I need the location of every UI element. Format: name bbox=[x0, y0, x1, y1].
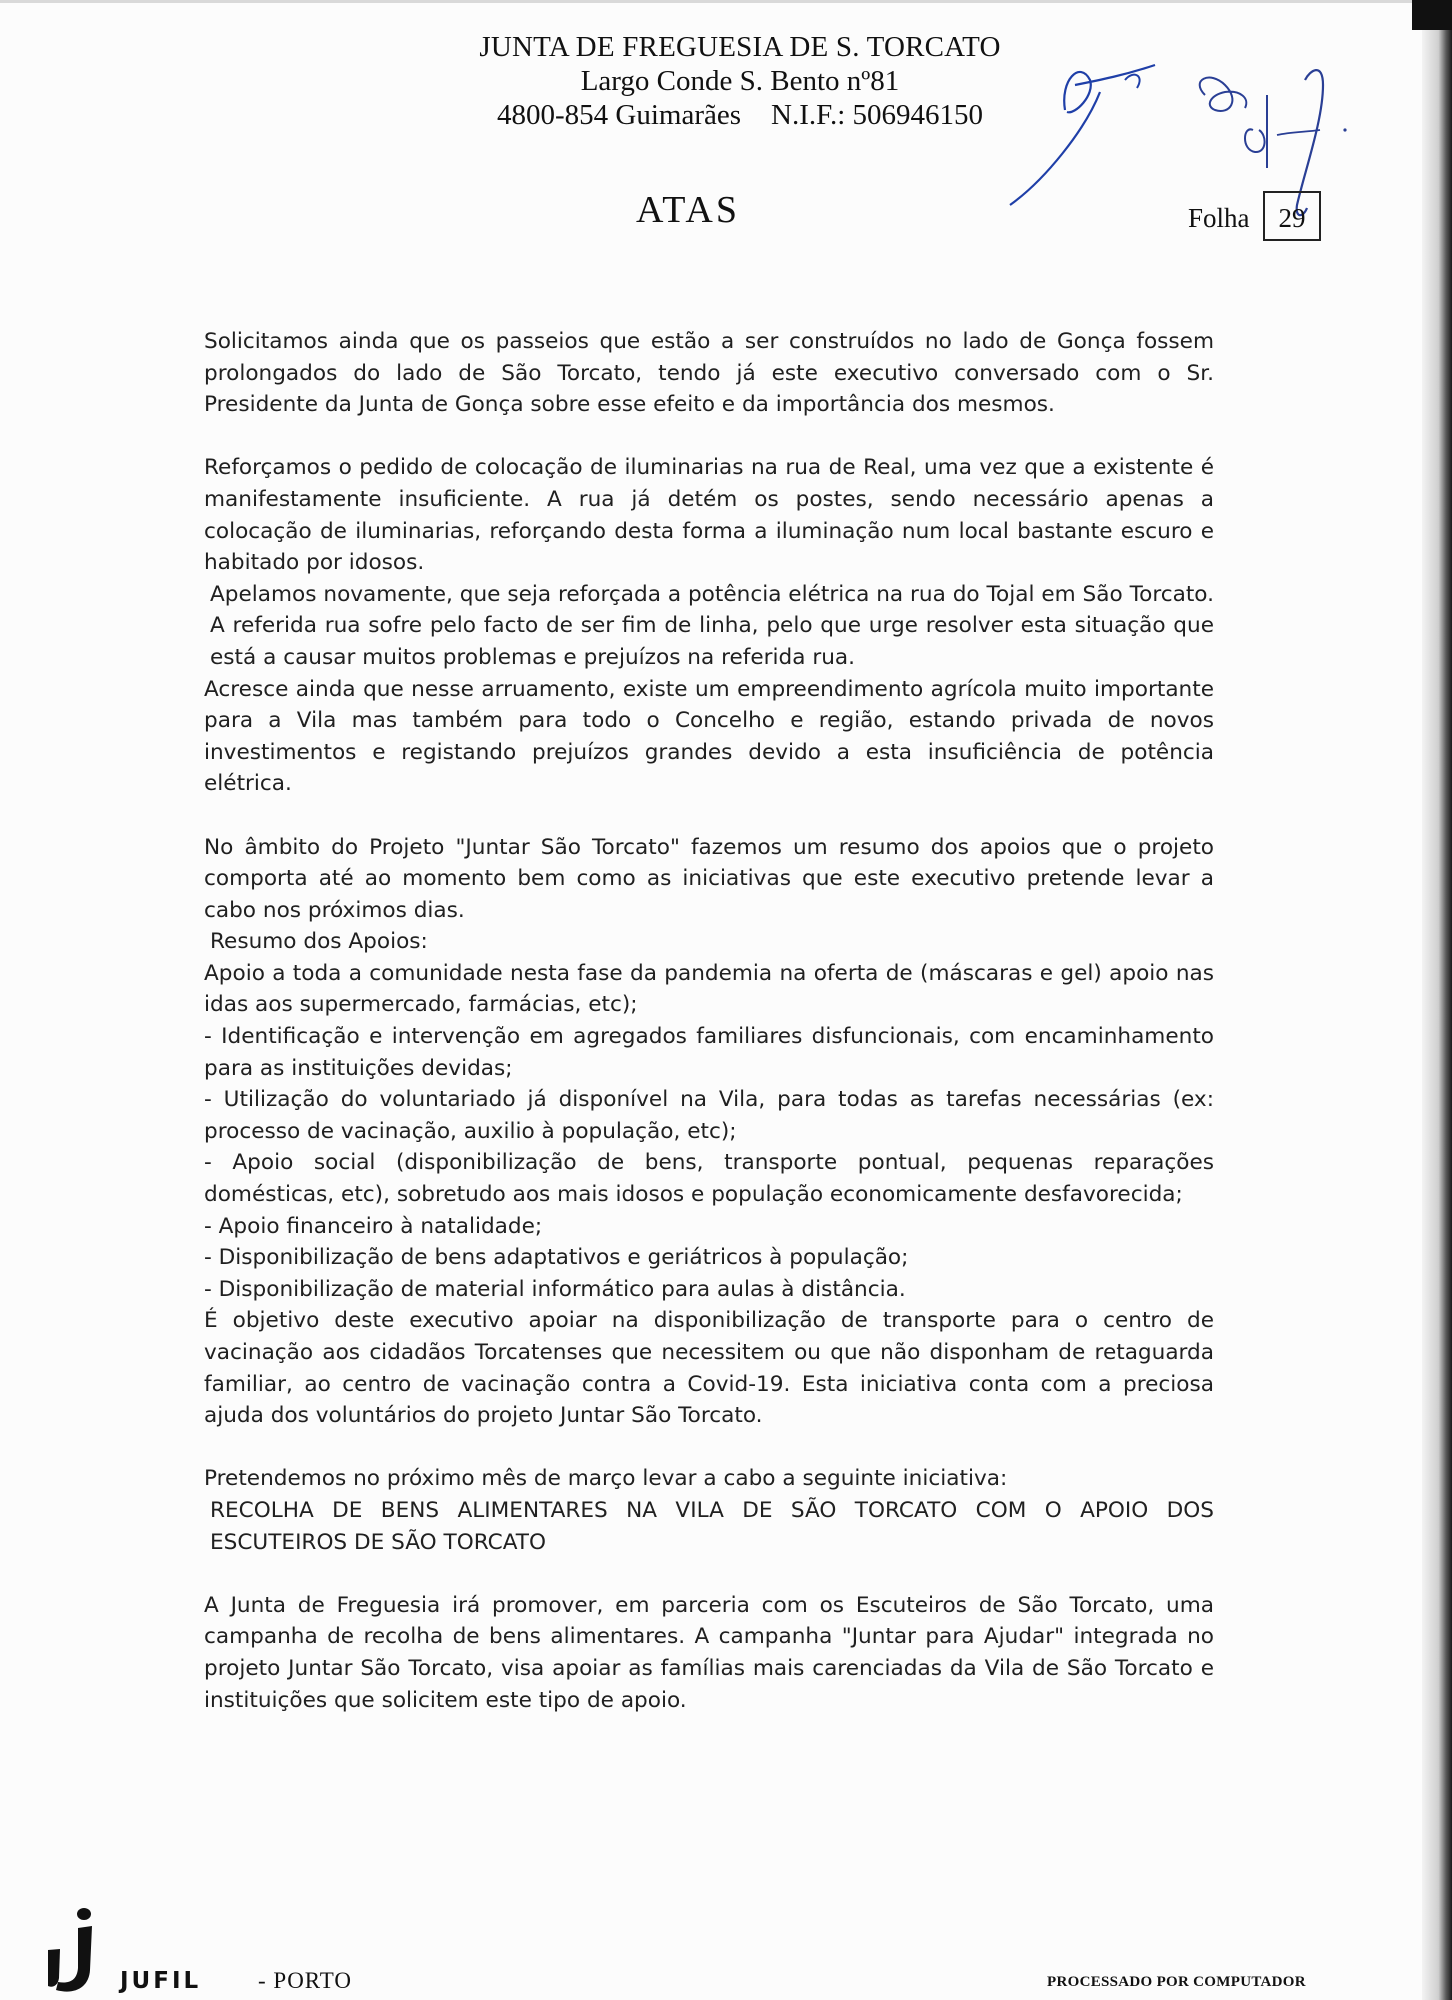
jufil-logo-icon bbox=[44, 1900, 124, 1995]
list-item: - Apoio financeiro à natalidade; bbox=[204, 1213, 543, 1239]
letterhead-org: JUNTA DE FREGUESIA DE S. TORCATO bbox=[479, 31, 1001, 63]
paragraph: No âmbito do Projeto "Juntar São Torcato" fazemos um resumo dos apoios que o projeto comporta até ao momento bem como as iniciativas que este executivo pretende levar a cabo nos próximos dias. bbox=[204, 834, 1214, 923]
footer-brand: JUFIL bbox=[120, 1968, 202, 1994]
minutes-body bbox=[204, 326, 1214, 1716]
paragraph: Pretendemos no próximo mês de março levar a cabo a seguinte iniciativa: bbox=[204, 1466, 1008, 1492]
footer-processed-label: PROCESSADO POR COMPUTADOR bbox=[1047, 1974, 1306, 1990]
list-item: - Disponibilização de bens adaptativos e geriátricos à população; bbox=[204, 1245, 909, 1271]
scan-top-edge bbox=[0, 0, 1452, 3]
list-item: - Utilização do voluntariado já disponível na Vila, para todas as tarefas necessárias (ex: processo de vacinação, auxilio à população, etc); bbox=[204, 1087, 1214, 1144]
paragraph: Reforçamos o pedido de colocação de iluminarias na rua de Real, uma vez que a existente é manifestamente insuficiente. A rua já detém os postes, sendo necessário apenas a colocação de iluminarias, reforçando desta forma a iluminação num local bastante escuro e habitado por idosos. bbox=[204, 455, 1214, 576]
initiative-heading: RECOLHA DE BENS ALIMENTARES NA VILA DE SÃO TORCATO COM O APOIO DOS ESCUTEIROS DE SÃO TORCATO bbox=[210, 1497, 1214, 1555]
scan-right-edge bbox=[1422, 0, 1452, 2000]
list-item: - Disponibilização de material informático para aulas à distância. bbox=[204, 1276, 906, 1302]
scan-corner bbox=[1412, 0, 1452, 30]
paragraph: Apoio a toda a comunidade nesta fase da pandemia na oferta de (máscaras e gel) apoio nas idas aos supermercado, farmácias, etc); bbox=[204, 960, 1214, 1018]
list-item: - Identificação e intervenção em agregados familiares disfuncionais, com encaminhamento para as instituições devidas; bbox=[204, 1024, 1214, 1081]
letterhead-postal-line bbox=[420, 98, 1060, 132]
paragraph: Acresce ainda que nesse arruamento, existe um empreendimento agrícola muito importante para a Vila mas também para todo o Concelho e região, estando privada de novos investimentos e registando prejuízos grandes devido a esta insuficiência de potência elétrica. bbox=[204, 676, 1214, 797]
footer-city: - PORTO bbox=[258, 1968, 353, 1993]
list-item: - Apoio social (disponibilização de bens, transporte pontual, pequenas reparações domésticas, etc), sobretudo aos mais idosos e população economicamente desfavorecida; bbox=[204, 1150, 1214, 1208]
letterhead-address: Largo Conde S. Bento nº81 bbox=[580, 65, 900, 97]
letterhead bbox=[420, 30, 1060, 132]
folha-number: 29 bbox=[1263, 191, 1321, 241]
paragraph: É objetivo deste executivo apoiar na disponibilização de transporte para o centro de vacinação aos cidadãos Torcatenses que necessitem ou que não disponham de retaguarda familiar, ao centro de vacinação contra a Covid-19. Esta iniciativa conta com a preciosa ajuda dos voluntários do projeto Juntar São Torcato. bbox=[204, 1308, 1214, 1429]
paragraph: Solicitamos ainda que os passeios que estão a ser construídos no lado de Gonça fossem prolongados do lado de São Torcato, tendo já este executivo conversado com o Sr. Presidente da Junta de Gonça sobre esse efeito e da importância dos mesmos. bbox=[204, 329, 1214, 418]
section-heading: Resumo dos Apoios: bbox=[210, 929, 428, 955]
paragraph: A Junta de Freguesia irá promover, em parceria com os Escuteiros de São Torcato, uma campanha de recolha de bens alimentares. A campanha "Juntar para Ajudar" integrada no projeto Juntar São Torcato, visa apoiar as famílias mais carenciadas da Vila de São Torcato e instituições que solicitem este tipo de apoio. bbox=[204, 1592, 1214, 1713]
folha-label: Folha bbox=[1188, 203, 1250, 233]
letterhead-nif: N.I.F.: 506946150 bbox=[771, 99, 983, 131]
page-title: ATAS bbox=[636, 189, 740, 231]
letterhead-postal: 4800-854 Guimarães bbox=[497, 99, 742, 131]
paragraph: Apelamos novamente, que seja reforçada a potência elétrica na rua do Tojal em São Torcato. A referida rua sofre pelo facto de ser fim de linha, pelo que urge resolver esta situação que está a causar muitos problemas e prejuízos na referida rua. bbox=[210, 581, 1214, 670]
